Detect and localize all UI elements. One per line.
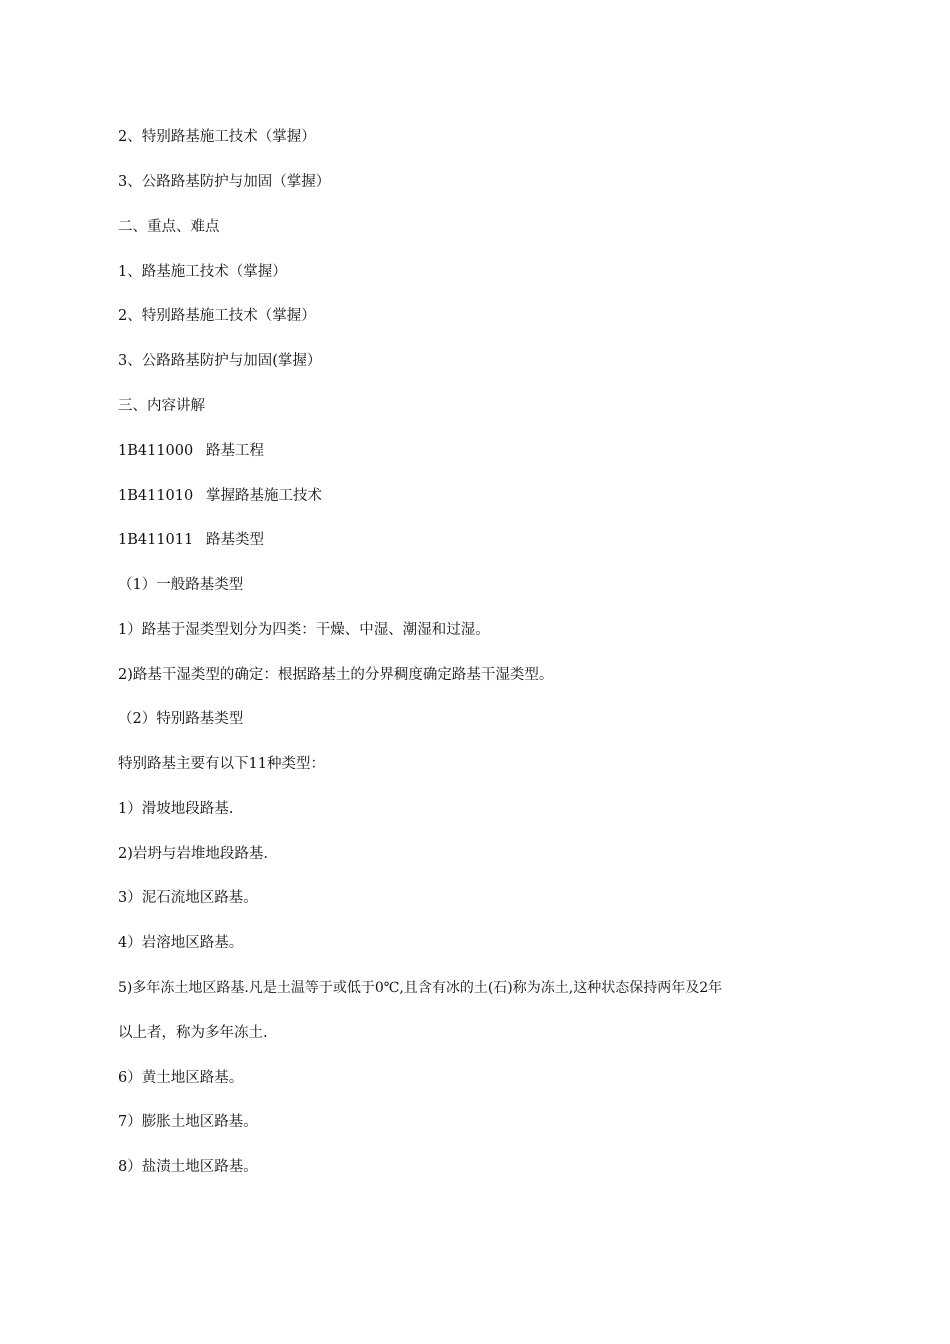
list-item: 3）泥石流地区路基。	[118, 890, 258, 906]
text-line: 2、特别路基施工技术（掌握）	[118, 129, 316, 145]
section-code-line	[118, 530, 850, 550]
list-item: 5)多年冻土地区路基.凡是土温等于或低于0℃,且含有冰的土(石)称为冻土,这种状态保持两年及2年	[118, 980, 723, 996]
subheading: （1）一般路基类型	[118, 577, 244, 593]
section-title: 掌握路基施工技术	[206, 488, 322, 504]
text-line: 2)路基干湿类型的确定：根据路基土的分界稠度确定路基干湿类型。	[118, 667, 554, 683]
text-line: 特别路基主要有以下11种类型：	[118, 756, 325, 772]
text-line: 1）路基于湿类型划分为四类：干燥、中湿、潮湿和过湿。	[118, 622, 490, 638]
list-item: 1）滑坡地段路基.	[118, 801, 234, 817]
list-item: 6）黄土地区路基。	[118, 1070, 244, 1086]
list-item-continuation: 以上者，称为多年冻土.	[118, 1025, 268, 1041]
text-line: 2、特别路基施工技术（掌握）	[118, 308, 316, 324]
section-title: 路基类型	[206, 532, 264, 548]
section-code: 1B411000	[118, 443, 194, 459]
section-heading: 二、重点、难点	[118, 219, 220, 235]
text-line: 1、路基施工技术（掌握）	[118, 264, 287, 280]
list-item: 8）盐渍土地区路基。	[118, 1159, 258, 1175]
section-code-line	[118, 486, 850, 506]
list-item: 7）膨胀土地区路基。	[118, 1114, 258, 1130]
text-line: 3、公路路基防护与加固(掌握）	[118, 353, 322, 369]
section-code: 1B411010	[118, 488, 194, 504]
list-item: 4）岩溶地区路基。	[118, 935, 244, 951]
section-title: 路基工程	[206, 443, 264, 459]
list-item: 2)岩坍与岩堆地段路基.	[118, 846, 268, 862]
section-code-line	[118, 441, 850, 461]
section-heading: 三、内容讲解	[118, 398, 205, 414]
subheading: （2）特别路基类型	[118, 711, 244, 727]
section-code: 1B411011	[118, 532, 194, 548]
text-line: 3、公路路基防护与加固（掌握）	[118, 174, 331, 190]
